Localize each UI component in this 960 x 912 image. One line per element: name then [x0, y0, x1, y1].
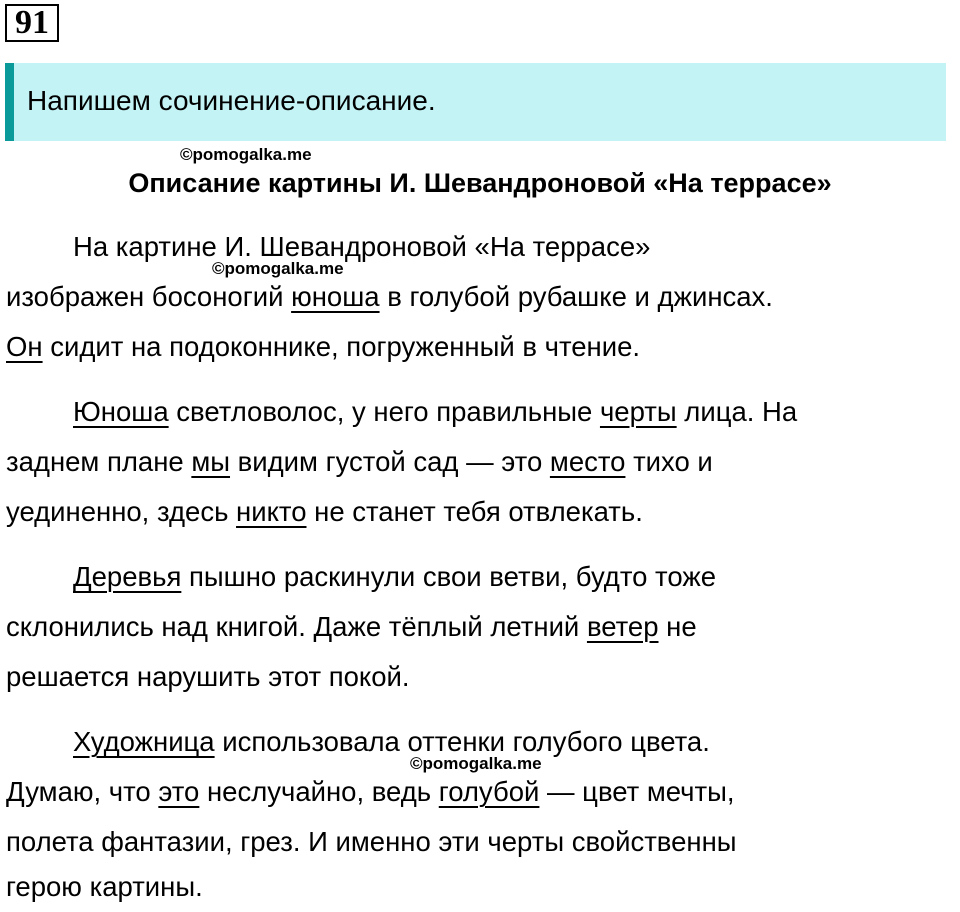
text-segment: уединенно, здесь: [6, 496, 237, 527]
text-segment: использовала оттенки голубого цвета.: [214, 726, 710, 757]
text-segment: светловолос, у него правильные: [168, 396, 600, 427]
text-segment: неслучайно, ведь: [199, 776, 439, 807]
essay-line: [6, 330, 640, 364]
text-segment: герою картины.: [6, 871, 203, 902]
essay-line: [6, 660, 410, 694]
text-segment: не: [658, 611, 697, 642]
text-segment: тихо и: [625, 446, 713, 477]
text-segment: не станет тебя отвлекать.: [306, 496, 643, 527]
text-segment: — цвет мечты,: [539, 776, 735, 807]
text-segment: полета фантазии, грез. И именно эти черты свойственны: [6, 826, 737, 857]
text-segment: На картине И. Шевандроновой «На террасе»: [73, 231, 651, 262]
underlined-word: Деревья: [73, 561, 182, 592]
watermark: ©pomogalka.me: [180, 145, 312, 164]
underlined-word: место: [549, 446, 626, 477]
essay-line: [6, 280, 773, 314]
essay-line: [6, 825, 737, 859]
underlined-word: Художница: [73, 726, 215, 757]
essay-line: [73, 725, 710, 759]
text-segment: заднем плане: [6, 446, 192, 477]
text-segment: изображен босоногий: [6, 281, 292, 312]
underlined-word: Юноша: [73, 396, 169, 427]
essay-line: [6, 610, 697, 644]
accent-bar: [5, 63, 14, 141]
underlined-word: никто: [236, 496, 307, 527]
essay-title: Описание картины И. Шевандроновой «На террасе»: [128, 168, 832, 198]
watermark: ©pomogalka.me: [410, 754, 542, 773]
essay-line: [6, 495, 643, 529]
task-text: Напишем сочинение-описание.: [27, 85, 436, 116]
text-segment: пышно раскинули свои ветви, будто тоже: [181, 561, 717, 592]
underlined-word: это: [158, 776, 200, 807]
text-segment: в голубой рубашке и джинсах.: [379, 281, 773, 312]
essay-line: [6, 775, 734, 809]
text-segment: видим густой сад — это: [230, 446, 550, 477]
underlined-word: черты: [599, 396, 677, 427]
essay-line: [73, 230, 650, 264]
watermark: ©pomogalka.me: [212, 259, 344, 278]
underlined-word: Он: [6, 331, 43, 362]
underlined-word: ветер: [586, 611, 659, 642]
text-segment: Думаю, что: [6, 776, 159, 807]
essay-line: [73, 560, 716, 594]
task-banner: [5, 63, 946, 141]
text-segment: решается нарушить этот покой.: [6, 661, 410, 692]
underlined-word: голубой: [438, 776, 540, 807]
essay-line: [6, 870, 203, 904]
underlined-word: юноша: [291, 281, 380, 312]
text-segment: лица. На: [676, 396, 798, 427]
text-segment: сидит на подоконнике, погруженный в чтение.: [42, 331, 641, 362]
underlined-word: мы: [191, 446, 231, 477]
text-segment: склонились над книгой. Даже тёплый летний: [6, 611, 587, 642]
exercise-number: 91: [5, 4, 59, 42]
essay-line: [73, 395, 797, 429]
essay-line: [6, 445, 713, 479]
